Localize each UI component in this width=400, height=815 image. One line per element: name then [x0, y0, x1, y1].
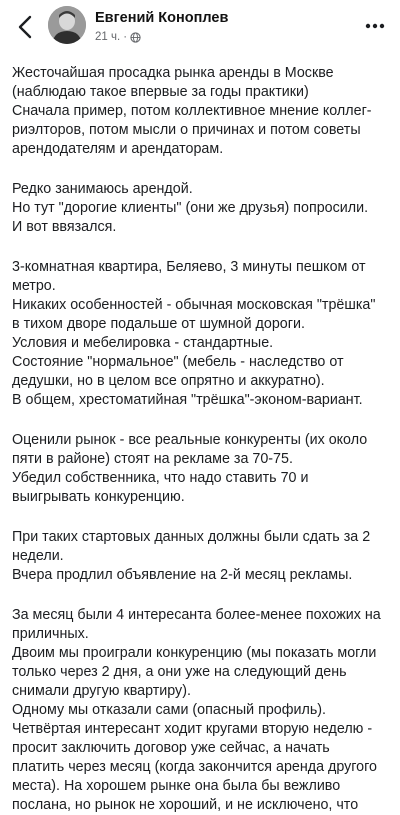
- post-line: Оценили рынок - все реальные конкуренты (их около: [12, 432, 368, 448]
- chevron-left-icon: [18, 15, 32, 39]
- post-line: только через 2 дня, а они уже на следующий день: [12, 664, 347, 680]
- post-paragraph: [12, 606, 396, 815]
- post-meta: [95, 31, 141, 43]
- globe-icon: [130, 32, 141, 43]
- post-line: платить через месяц (когда закончится аренда другого: [12, 759, 377, 775]
- post-paragraph: [12, 64, 396, 159]
- post-text: [12, 64, 396, 815]
- post-line: 3-комнатная квартира, Беляево, 3 минуты пешком от: [12, 259, 366, 275]
- post-paragraph: [12, 258, 396, 410]
- post-line: Двоим мы проиграли конкуренцию (мы показать могли: [12, 645, 377, 661]
- post-line: снимали другую квартиру).: [12, 683, 191, 699]
- post-header: [0, 0, 400, 56]
- post-line: Вчера продлил объявление на 2-й месяц рекламы.: [12, 567, 353, 583]
- avatar[interactable]: [48, 6, 86, 44]
- post-line: послана, но рынок не хороший, и не исключено, что: [12, 797, 359, 813]
- post-line: арендодателям и арендаторам.: [12, 141, 224, 157]
- post-line: метро.: [12, 278, 56, 294]
- more-dots-icon: [365, 23, 385, 29]
- post-line: Жесточайшая просадка рынка аренды в Москве: [12, 65, 334, 81]
- post-line: в тихом дворе подальше от шумной дороги.: [12, 316, 305, 332]
- post-line: выигрывать конкуренцию.: [12, 489, 185, 505]
- post-line: Редко занимаюсь арендой.: [12, 181, 193, 197]
- post-line: Условия и мебелировка - стандартные.: [12, 335, 274, 351]
- post-line: дедушки, но в целом все опрятно и аккуратно).: [12, 373, 325, 389]
- post-line: места). На хорошем рынке она была бы вежливо: [12, 778, 341, 794]
- post-paragraph: [12, 528, 396, 585]
- post-line: Убедил собственника, что надо ставить 70 и: [12, 470, 309, 486]
- author-name[interactable]: Евгений Коноплев: [95, 10, 229, 26]
- post-line: При таких стартовых данных должны были сдать за 2: [12, 529, 371, 545]
- back-button[interactable]: [10, 10, 40, 44]
- more-options-button[interactable]: [360, 12, 390, 40]
- post-line: Одному мы отказали сами (опасный профиль).: [12, 702, 327, 718]
- post-line: В общем, хрестоматийная "трёшка"-эконом-вариант.: [12, 392, 363, 408]
- post-line: За месяц были 4 интересанта более-менее похожих на: [12, 607, 381, 623]
- meta-separator: ·: [123, 31, 128, 43]
- post-line: Никаких особенностей - обычная московская "трёшка": [12, 297, 376, 313]
- post-line: недели.: [12, 548, 64, 564]
- post-line: Но тут "дорогие клиенты" (они же друзья) попросили.: [12, 200, 369, 216]
- post-line: пяти в районе) стоят на рекламе за 70-75.: [12, 451, 293, 467]
- post-time[interactable]: 21 ч.: [95, 31, 121, 43]
- post-line: И вот ввязался.: [12, 219, 117, 235]
- post-line: Сначала пример, потом коллективное мнение коллег-: [12, 103, 372, 119]
- post-line: (наблюдаю такое впервые за годы практики): [12, 84, 309, 100]
- post-line: просит заключить договор уже сейчас, а начать: [12, 740, 330, 756]
- post-paragraph: [12, 180, 396, 237]
- post-line: риэлторов, потом мысли о причинах и потом советы: [12, 122, 361, 138]
- post-line: Состояние "нормальное" (мебель - наследство от: [12, 354, 344, 370]
- post-paragraph: [12, 431, 396, 507]
- post-line: приличных.: [12, 626, 89, 642]
- post-line: Четвёртая интересант ходит кругами вторую неделю -: [12, 721, 373, 737]
